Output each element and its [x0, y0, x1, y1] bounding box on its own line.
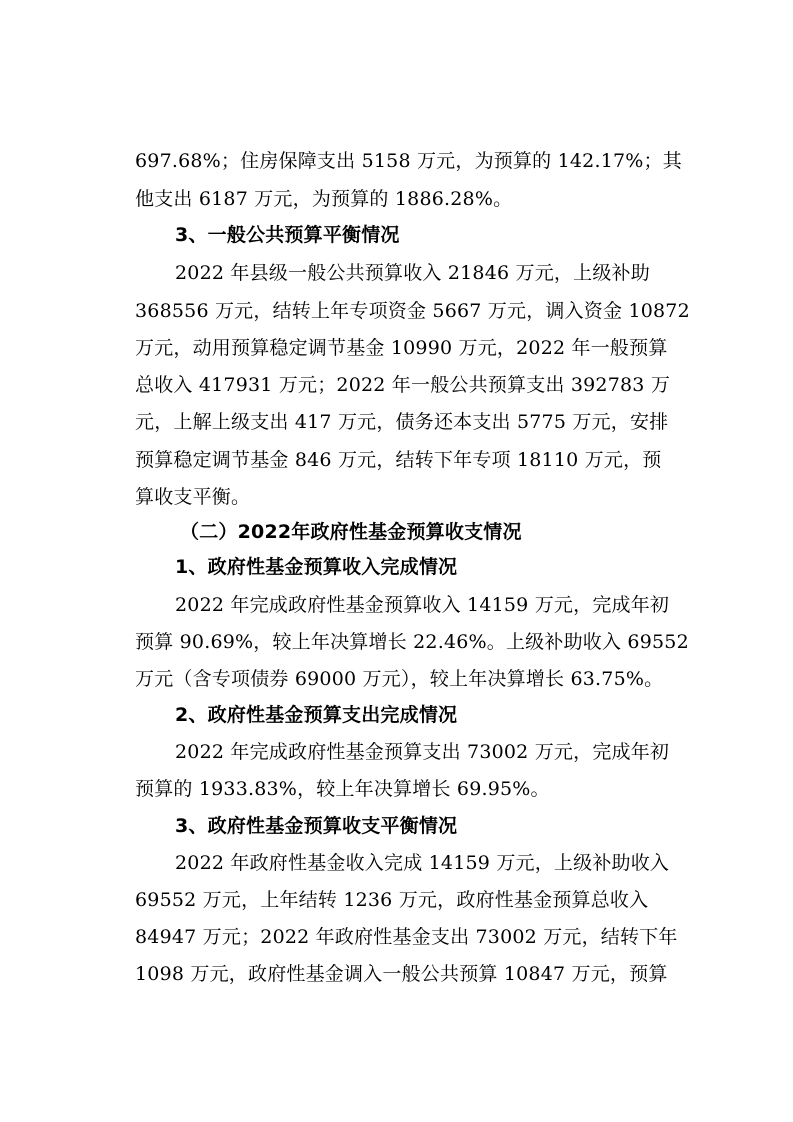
- chapter-heading: （二）2022年政府性基金预算收支情况: [180, 521, 522, 543]
- paragraph-line: 预算 90.69%，较上年决算增长 22.46%。上级补助收入 69552: [135, 631, 689, 653]
- paragraph-line: 69552 万元，上年结转 1236 万元，政府性基金预算总收入: [135, 889, 649, 911]
- paragraph-line: 697.68%；住房保障支出 5158 万元，为预算的 142.17%；其: [135, 150, 682, 172]
- section-heading: 1、政府性基金预算收入完成情况: [175, 556, 458, 578]
- paragraph-line: 万元（含专项债券 69000 万元），较上年决算增长 63.75%。: [135, 668, 664, 690]
- section-heading: 3、政府性基金预算收支平衡情况: [175, 815, 458, 837]
- paragraph-line: 总收入 417931 万元；2022 年一般公共预算支出 392783 万: [135, 374, 671, 396]
- paragraph-line: 2022 年完成政府性基金预算收入 14159 万元，完成年初: [175, 594, 670, 616]
- paragraph-line: 2022 年完成政府性基金预算支出 73002 万元，完成年初: [175, 741, 670, 763]
- paragraph-line: 1098 万元，政府性基金调入一般公共预算 10847 万元，预算: [135, 963, 668, 985]
- paragraph-line: 算收支平衡。: [135, 486, 251, 508]
- paragraph-line: 预算的 1933.83%，较上年决算增长 69.95%。: [135, 778, 550, 800]
- paragraph-line: 2022 年政府性基金收入完成 14159 万元，上级补助收入: [175, 852, 670, 874]
- paragraph-line: 84947 万元；2022 年政府性基金支出 73002 万元，结转下年: [135, 926, 678, 948]
- paragraph-line: 他支出 6187 万元，为预算的 1886.28%。: [135, 188, 513, 210]
- section-heading: 3、一般公共预算平衡情况: [175, 224, 400, 246]
- paragraph-line: 万元，动用预算稳定调节基金 10990 万元，2022 年一般预算: [135, 337, 668, 359]
- paragraph-line: 2022 年县级一般公共预算收入 21846 万元，上级补助: [175, 262, 650, 284]
- paragraph-line: 368556 万元，结转上年专项资金 5667 万元，调入资金 10872: [135, 300, 690, 322]
- section-heading: 2、政府性基金预算支出完成情况: [175, 704, 458, 726]
- paragraph-line: 预算稳定调节基金 846 万元，结转下年专项 18110 万元，预: [135, 449, 662, 471]
- paragraph-line: 元，上解上级支出 417 万元，债务还本支出 5775 万元，安排: [135, 411, 669, 433]
